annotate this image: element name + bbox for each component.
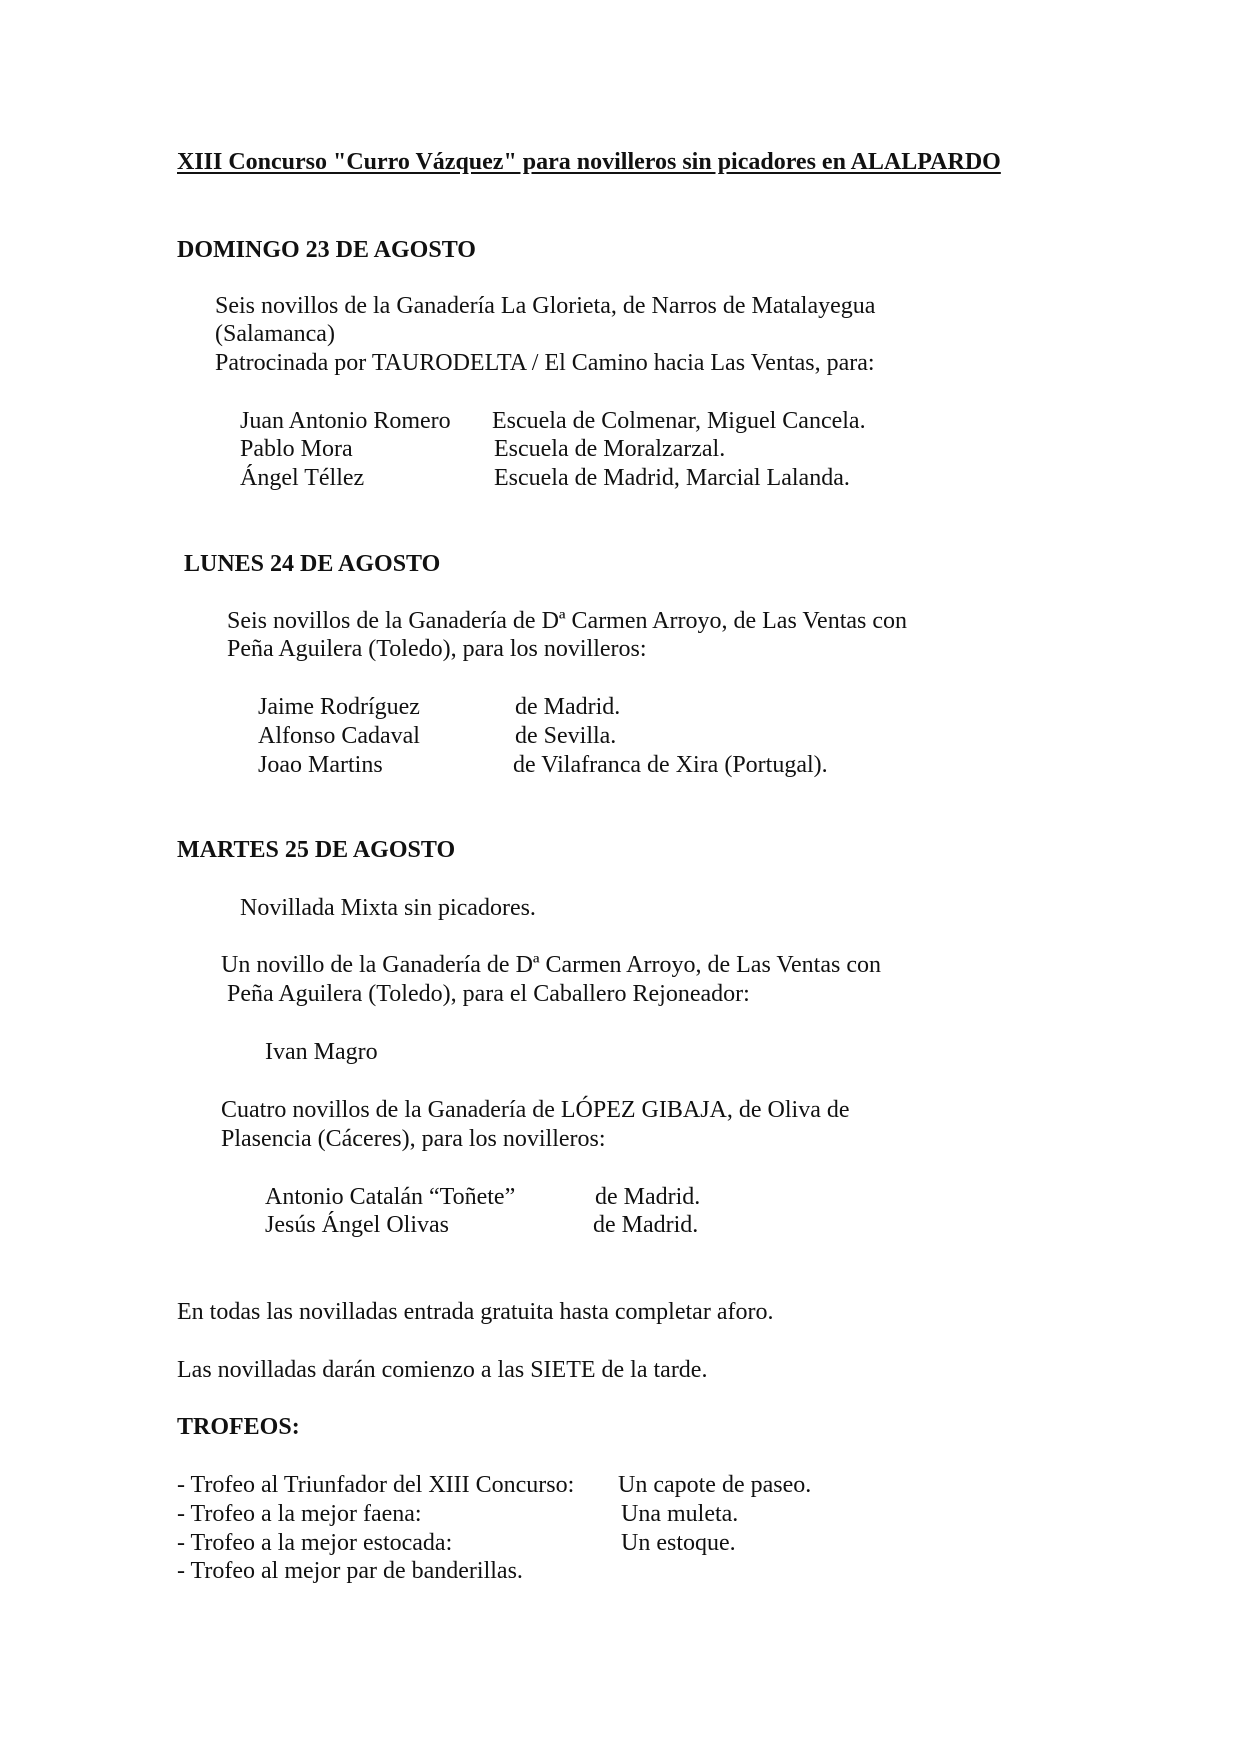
novillero-detail: de Madrid. <box>595 1184 701 1210</box>
novillero-detail: Escuela de Colmenar, Miguel Cancela. <box>492 408 866 434</box>
note-entry: En todas las novilladas entrada gratuita hasta completar aforo. <box>177 1299 774 1325</box>
martes-para1-line: Un novillo de la Ganadería de Dª Carmen Arroyo, de Las Ventas con <box>221 952 881 978</box>
martes-para1-line: Peña Aguilera (Toledo), para el Caballero Rejoneador: <box>227 981 750 1007</box>
page-title: XIII Concurso "Curro Vázquez" para novilleros sin picadores en ALALPARDO <box>177 149 1001 175</box>
novillero-detail: de Vilafranca de Xira (Portugal). <box>513 752 828 778</box>
novillero-name: Antonio Catalán “Toñete” <box>265 1184 516 1210</box>
domingo-intro-line: Patrocinada por TAURODELTA / El Camino hacia Las Ventas, para: <box>215 350 875 376</box>
trophy-name: - Trofeo a la mejor estocada: <box>177 1530 453 1556</box>
lunes-intro-line: Seis novillos de la Ganadería de Dª Carmen Arroyo, de Las Ventas con <box>227 608 908 634</box>
martes-intro-line: Novillada Mixta sin picadores. <box>240 895 536 921</box>
note-start-time: Las novilladas darán comienzo a las SIETE de la tarde. <box>177 1357 708 1383</box>
novillero-name: Jaime Rodríguez <box>258 694 420 720</box>
novillero-name: Jesús Ángel Olivas <box>265 1212 449 1238</box>
martes-para2-line: Cuatro novillos de la Ganadería de LÓPEZ GIBAJA, de Oliva de <box>221 1097 850 1123</box>
novillero-detail: de Madrid. <box>593 1212 699 1238</box>
novillero-name: Joao Martins <box>258 752 383 778</box>
rejoneador-name: Ivan Magro <box>265 1039 378 1065</box>
trophy-name: - Trofeo al Triunfador del XIII Concurso: <box>177 1472 575 1498</box>
novillero-detail: de Sevilla. <box>515 723 617 749</box>
day-heading-domingo: DOMINGO 23 DE AGOSTO <box>177 237 476 263</box>
martes-para2-line: Plasencia (Cáceres), para los novilleros: <box>221 1126 606 1152</box>
trophy-prize: Un estoque. <box>621 1530 736 1556</box>
novillero-name: Juan Antonio Romero <box>240 408 451 434</box>
novillero-name: Alfonso Cadaval <box>258 723 420 749</box>
novillero-detail: Escuela de Madrid, Marcial Lalanda. <box>494 465 850 491</box>
trophy-name: - Trofeo al mejor par de banderillas. <box>177 1558 523 1584</box>
trophy-prize: Un capote de paseo. <box>618 1472 812 1498</box>
lunes-intro-line: Peña Aguilera (Toledo), para los novilleros: <box>227 636 647 662</box>
domingo-intro-line: Seis novillos de la Ganadería La Glorieta, de Narros de Matalayegua <box>215 293 876 319</box>
novillero-detail: Escuela de Moralzarzal. <box>494 436 726 462</box>
domingo-intro-line: (Salamanca) <box>215 321 335 347</box>
trophy-name: - Trofeo a la mejor faena: <box>177 1501 422 1527</box>
novillero-detail: de Madrid. <box>515 694 621 720</box>
day-heading-lunes: LUNES 24 DE AGOSTO <box>184 551 441 577</box>
day-heading-martes: MARTES 25 DE AGOSTO <box>177 837 456 863</box>
novillero-name: Pablo Mora <box>240 436 353 462</box>
trophies-heading: TROFEOS: <box>177 1414 300 1440</box>
novillero-name: Ángel Téllez <box>240 465 365 491</box>
trophy-prize: Una muleta. <box>621 1501 739 1527</box>
